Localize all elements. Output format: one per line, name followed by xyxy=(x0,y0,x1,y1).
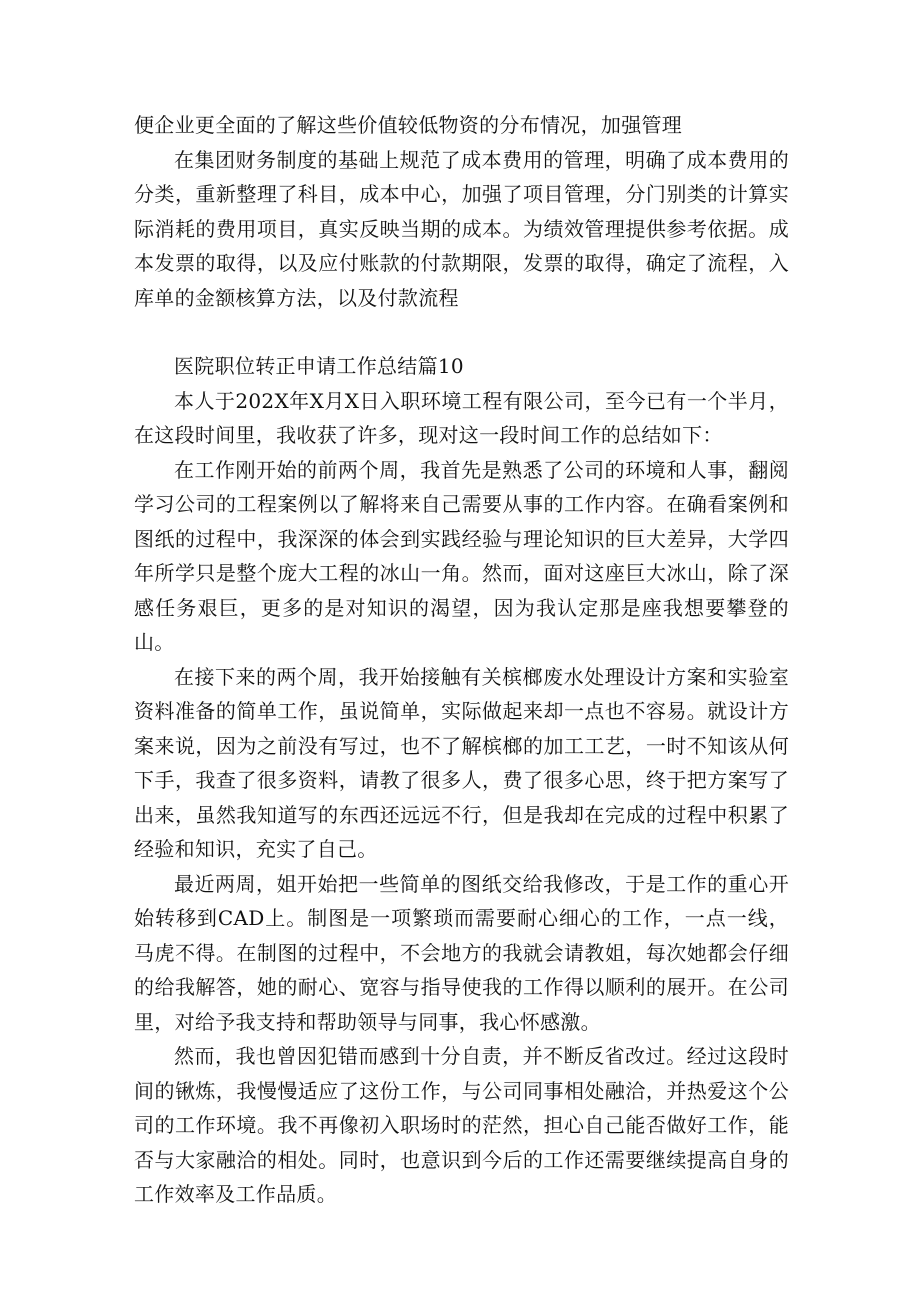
paragraph-cost-management: 在集团财务制度的基础上规范了成本费用的管理，明确了成本费用的分类，重新整理了科目，成本中心，加强了项目管理，分门别类的计算实际消耗的费用项目，真实反映当期的成本。为绩效管理提供参考依据。成本发票的取得，以及应付账款的付款期限，发票的取得，确定了流程，入库单的金额核算方法，以及付款流程 xyxy=(134,147,789,310)
paragraph-continuation: 便企业更全面的了解这些价值较低物资的分布情况，加强管理 xyxy=(134,113,683,137)
paragraph-reflection: 然而，我也曾因犯错而感到十分自责，并不断反省改过。经过这段时间的锹炼，我慢慢适应了这份工作，与公司同事相处融洽，并热爱这个公司的工作环境。我不再像初入职场时的茫然，担心自己能否做好工作，能否与大家融洽的相处。同时，也意识到今后的工作还需要继续提高自身的工作效率及工作品质。 xyxy=(134,1044,789,1206)
document-body xyxy=(134,108,789,1212)
section-heading: 医院职位转正申请工作总结篇10 xyxy=(174,354,464,378)
paragraph-intro: 本人于202X年X月X日入职环境工程有限公司，至今已有一个半月，在这段时间里，我收获了许多，现对这一段时间工作的总结如下： xyxy=(134,388,789,447)
paragraph-next-weeks: 在接下来的两个周，我开始接触有关槟榔废水处理设计方案和实验室资料准备的简单工作，虽说简单，实际做起来却一点也不容易。就设计方案来说，因为之前没有写过，也不了解槟榔的加工工艺，一时不知该从何下手，我查了很多资料，请教了很多人，费了很多心思，终于把方案写了出来，虽然我知道写的东西还远远不行，但是我却在完成的过程中积累了经验和知识，充实了自己。 xyxy=(134,664,789,861)
paragraph-first-weeks: 在工作刚开始的前两个周，我首先是熟悉了公司的环境和人事，翻阅学习公司的工程案例以了解将来自己需要从事的工作内容。在确看案例和图纸的过程中，我深深的体会到实践经验与理论知识的巨大差异，大学四年所学只是整个庞大工程的冰山一角。然而，面对这座巨大冰山，除了深感任务艰巨，更多的是对知识的渴望，因为我认定那是座我想要攀登的山。 xyxy=(134,457,789,654)
paragraph-recent-weeks: 最近两周，姐开始把一些简单的图纸交给我修改，于是工作的重心开始转移到CAD上。制图是一项繁琐而需要耐心细心的工作，一点一线，马虎不得。在制图的过程中，不会地方的我就会请教姐，每次她都会仔细的给我解答，她的耐心、宽容与指导使我的工作得以顺利的展开。在公司里，对给予我支持和帮助领导与同事，我心怀感激。 xyxy=(134,871,789,1034)
